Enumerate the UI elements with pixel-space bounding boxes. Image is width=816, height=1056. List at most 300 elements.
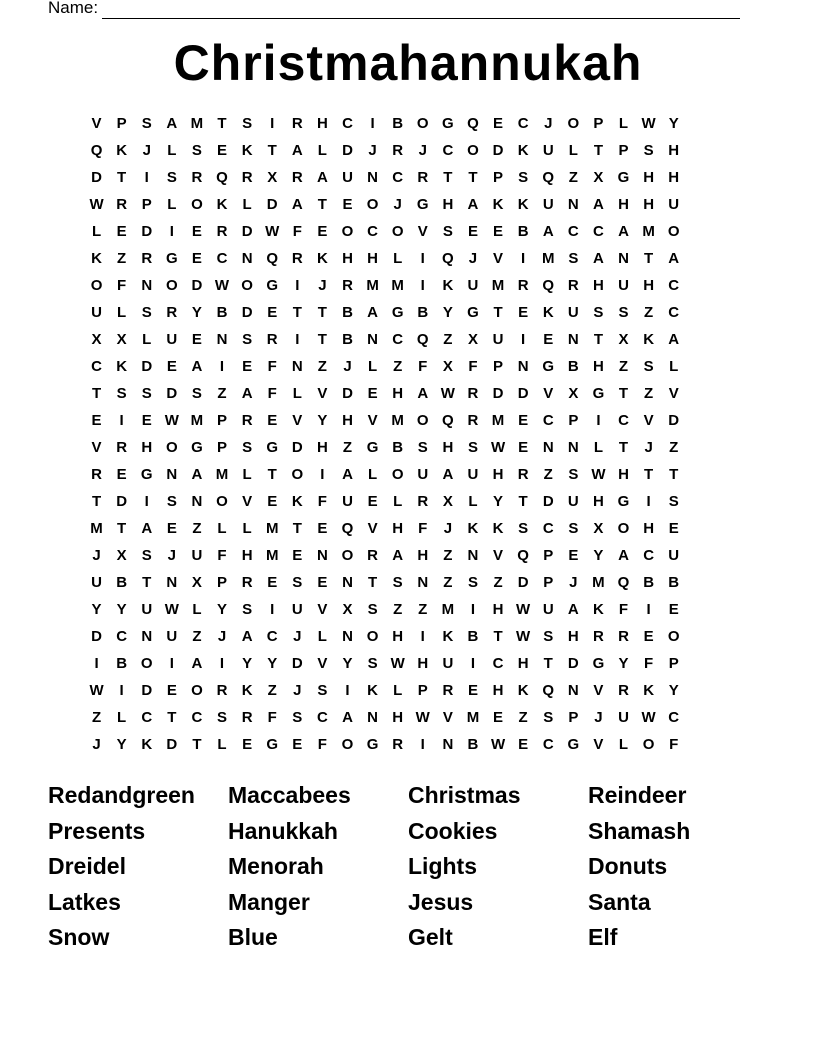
grid-cell: I — [470, 601, 476, 618]
grid-cell: Y — [217, 601, 228, 618]
grid-cell: D — [266, 196, 278, 213]
grid-cell: W — [415, 709, 430, 726]
grid-cell: U — [291, 601, 303, 618]
grid-cell: O — [467, 142, 479, 159]
grid-cell: P — [543, 574, 554, 591]
grid-cell: R — [593, 628, 604, 645]
grid-cell: R — [442, 682, 454, 699]
grid-cell: V — [292, 412, 303, 429]
grid-cell: O — [165, 439, 178, 456]
grid-cell: Z — [217, 385, 227, 402]
grid-row — [84, 572, 686, 599]
grid-cell: Z — [644, 304, 654, 321]
grid-cell: E — [568, 547, 579, 564]
grid-cell: G — [467, 304, 479, 321]
grid-cell: F — [468, 358, 478, 375]
grid-cell: U — [166, 628, 178, 645]
grid-cell: E — [493, 223, 504, 240]
grid-cell: R — [216, 223, 228, 240]
grid-cell: T — [644, 250, 654, 267]
grid-cell: D — [241, 304, 253, 321]
grid-cell: P — [493, 358, 504, 375]
grid-cell: A — [417, 385, 429, 402]
grid-cell: O — [216, 493, 228, 510]
grid-cell: K — [492, 520, 504, 537]
grid-cell: C — [216, 250, 228, 267]
grid-cell: K — [367, 682, 378, 699]
grid-cell: S — [191, 142, 202, 159]
grid-cell: E — [467, 223, 478, 240]
grid-cell: N — [417, 574, 429, 591]
grid-cell: V — [543, 385, 554, 402]
grid-cell: R — [116, 439, 128, 456]
grid-cell: O — [165, 277, 178, 294]
grid-cell: J — [644, 439, 653, 456]
grid-cell: U — [542, 142, 554, 159]
grid-cell: U — [91, 574, 102, 591]
grid-cell: N — [517, 358, 529, 375]
grid-cell: T — [117, 169, 127, 186]
grid-cell: E — [166, 358, 177, 375]
grid-cell: L — [593, 439, 603, 456]
grid-cell: E — [643, 628, 654, 645]
grid-cell: G — [542, 358, 555, 375]
grid-cell: D — [141, 358, 153, 375]
word-list-item: Lights — [408, 853, 477, 880]
grid-cell: T — [493, 628, 503, 645]
grid-cell: C — [593, 223, 604, 240]
grid-cell: F — [418, 358, 428, 375]
grid-cell: C — [668, 277, 680, 294]
grid-cell: W — [490, 736, 506, 753]
grid-cell: U — [668, 196, 680, 213]
grid-cell: O — [667, 628, 680, 645]
grid-cell: U — [417, 466, 429, 483]
grid-cell: B — [517, 223, 529, 240]
grid-cell: C — [392, 331, 404, 348]
grid-cell: X — [467, 331, 478, 348]
grid-cell: N — [141, 628, 153, 645]
grid-cell: J — [393, 196, 402, 213]
grid-cell: A — [342, 709, 353, 726]
grid-cell: G — [366, 439, 379, 456]
grid-cell: M — [466, 709, 480, 726]
grid-cell: C — [517, 115, 529, 132]
grid-cell: H — [492, 466, 504, 483]
grid-row — [84, 275, 686, 302]
grid-cell: V — [643, 412, 654, 429]
grid-cell: W — [440, 385, 455, 402]
grid-cell: Y — [618, 655, 629, 672]
word-list-item: Christmas — [408, 782, 521, 808]
grid-row — [84, 410, 686, 437]
grid-cell: X — [568, 385, 579, 402]
grid-cell: R — [467, 412, 479, 429]
grid-cell: N — [342, 574, 353, 591]
grid-cell: H — [417, 655, 429, 672]
grid-cell: A — [593, 196, 604, 213]
word-list-item: Reindeer — [588, 782, 687, 808]
grid-cell: S — [467, 574, 478, 591]
grid-cell: L — [192, 601, 202, 618]
grid-cell: E — [543, 331, 554, 348]
grid-cell: E — [668, 520, 679, 537]
grid-cell: U — [542, 601, 554, 618]
grid-cell: F — [317, 493, 327, 510]
grid-cell: C — [618, 412, 629, 429]
grid-cell: S — [467, 439, 478, 456]
grid-cell: T — [91, 493, 102, 510]
grid-row — [84, 599, 686, 626]
grid-cell: N — [141, 277, 153, 294]
grid-row — [84, 464, 686, 491]
grid-cell: T — [317, 304, 327, 321]
grid-cell: T — [618, 385, 629, 402]
grid-cell: S — [141, 115, 152, 132]
grid-cell: S — [518, 169, 529, 186]
grid-row — [84, 140, 686, 167]
grid-cell: G — [391, 304, 404, 321]
grid-cell: H — [593, 277, 604, 294]
grid-cell: N — [291, 358, 303, 375]
grid-cell: H — [618, 196, 629, 213]
grid-cell: O — [90, 277, 103, 294]
grid-cell: H — [141, 439, 153, 456]
grid-cell: C — [191, 709, 203, 726]
grid-cell: S — [593, 304, 604, 321]
grid-cell: Q — [542, 277, 555, 294]
grid-cell: Y — [191, 304, 202, 321]
grid-cell: B — [567, 358, 579, 375]
grid-cell: U — [166, 331, 178, 348]
name-label: Name: — [48, 0, 99, 17]
grid-cell: Z — [518, 709, 528, 726]
grid-cell: N — [567, 331, 579, 348]
grid-cell: I — [295, 331, 300, 348]
grid-cell: U — [191, 547, 203, 564]
grid-cell: K — [241, 142, 253, 159]
name-field — [48, 0, 740, 19]
grid-cell: Z — [543, 466, 553, 483]
grid-cell: R — [417, 169, 429, 186]
grid-cell: R — [141, 250, 153, 267]
grid-cell: M — [215, 466, 229, 483]
grid-cell: Q — [216, 169, 228, 186]
word-list-item: Manger — [228, 888, 310, 915]
grid-cell: S — [292, 709, 303, 726]
grid-cell: H — [316, 115, 328, 132]
grid-cell: T — [669, 466, 679, 483]
grid-cell: A — [442, 466, 454, 483]
grid-cell: S — [116, 385, 127, 402]
grid-cell: V — [442, 709, 453, 726]
grid-cell: J — [569, 574, 578, 591]
grid-cell: T — [292, 520, 302, 537]
grid-cell: E — [242, 736, 253, 753]
grid-cell: G — [567, 736, 580, 753]
grid-cell: O — [140, 655, 153, 672]
grid-cell: Y — [317, 412, 328, 429]
grid-cell: O — [291, 466, 304, 483]
grid-cell: V — [417, 223, 428, 240]
grid-cell: P — [568, 709, 579, 726]
grid-cell: U — [467, 466, 479, 483]
grid-cell: I — [144, 169, 149, 186]
grid-cell: J — [293, 628, 302, 645]
grid-cell: S — [141, 385, 152, 402]
grid-cell: A — [316, 169, 328, 186]
grid-row — [84, 653, 686, 680]
grid-cell: N — [618, 250, 629, 267]
grid-row — [84, 356, 686, 383]
grid-cell: T — [543, 655, 553, 672]
grid-cell: X — [116, 547, 127, 564]
grid-cell: H — [668, 169, 680, 186]
grid-cell: Z — [342, 439, 353, 456]
grid-cell: F — [418, 520, 428, 537]
grid-cell: F — [292, 223, 302, 240]
grid-cell: L — [367, 358, 378, 375]
grid-cell: E — [292, 736, 303, 753]
grid-cell: A — [291, 142, 303, 159]
grid-cell: Z — [568, 169, 578, 186]
grid-cell: R — [291, 115, 303, 132]
grid-cell: F — [317, 736, 327, 753]
grid-cell: R — [91, 466, 102, 483]
grid-cell: O — [391, 466, 404, 483]
grid-cell: R — [216, 682, 228, 699]
grid-cell: Z — [267, 682, 277, 699]
grid-cell: H — [392, 520, 404, 537]
grid-cell: I — [94, 655, 99, 672]
grid-cell: V — [91, 439, 102, 456]
grid-cell: Q — [341, 520, 354, 537]
grid-cell: R — [241, 412, 253, 429]
grid-cell: K — [542, 304, 554, 321]
grid-cell: V — [91, 115, 102, 132]
word-list — [48, 780, 768, 958]
grid-cell: Y — [593, 547, 604, 564]
grid-cell: A — [241, 385, 253, 402]
grid-cell: L — [393, 682, 403, 699]
grid-cell: A — [467, 196, 479, 213]
grid-cell: S — [292, 574, 303, 591]
grid-cell: I — [169, 223, 174, 240]
grid-cell: C — [266, 628, 278, 645]
grid-cell: V — [317, 655, 328, 672]
grid-cell: O — [241, 277, 253, 294]
grid-cell: B — [392, 115, 404, 132]
grid-cell: E — [317, 574, 328, 591]
grid-cell: H — [442, 439, 454, 456]
grid-cell: S — [166, 169, 177, 186]
grid-cell: X — [191, 574, 202, 591]
grid-cell: R — [342, 277, 353, 294]
grid-cell: Z — [192, 520, 202, 537]
grid-cell: T — [468, 169, 478, 186]
word-list-item: Menorah — [228, 853, 324, 880]
grid-cell: E — [166, 520, 177, 537]
grid-cell: O — [341, 547, 354, 564]
grid-cell: H — [517, 655, 529, 672]
grid-cell: D — [291, 439, 303, 456]
grid-cell: Y — [267, 655, 278, 672]
grid-cell: Q — [617, 574, 630, 591]
grid-cell: L — [142, 331, 152, 348]
grid-cell: J — [544, 115, 553, 132]
grid-cell: B — [216, 304, 228, 321]
grid-cell: K — [316, 250, 328, 267]
grid-cell: S — [217, 709, 228, 726]
grid-cell: C — [141, 709, 153, 726]
grid-cell: H — [392, 385, 404, 402]
grid-cell: T — [367, 574, 378, 591]
grid-cell: C — [668, 304, 680, 321]
grid-cell: Q — [442, 250, 454, 267]
grid-cell: S — [568, 250, 579, 267]
grid-cell: R — [567, 277, 579, 294]
grid-cell: A — [668, 331, 680, 348]
grid-cell: K — [116, 142, 128, 159]
grid-cell: X — [342, 601, 353, 618]
grid-cell: Y — [242, 655, 253, 672]
grid-row — [84, 734, 686, 761]
grid-row — [84, 680, 686, 707]
grid-cell: B — [116, 574, 128, 591]
grid-cell: A — [567, 601, 579, 618]
word-list-item: Redandgreen — [48, 782, 195, 808]
grid-cell: L — [669, 358, 679, 375]
grid-cell: Z — [644, 385, 654, 402]
grid-cell: E — [191, 223, 202, 240]
grid-cell: K — [216, 196, 228, 213]
grid-cell: J — [142, 142, 151, 159]
grid-cell: R — [618, 628, 629, 645]
grid-cell: O — [191, 196, 203, 213]
grid-cell: F — [669, 736, 679, 753]
grid-cell: K — [116, 358, 128, 375]
grid-cell: Q — [517, 547, 529, 564]
grid-cell: U — [542, 196, 554, 213]
grid-cell: W — [164, 412, 179, 429]
grid-cell: O — [416, 412, 429, 429]
grid-cell: U — [668, 547, 680, 564]
grid-cell: I — [470, 655, 476, 672]
grid-cell: Z — [443, 331, 453, 348]
word-list-item: Cookies — [408, 817, 498, 844]
grid-cell: L — [217, 520, 227, 537]
grid-cell: E — [367, 493, 378, 510]
grid-cell: Y — [668, 682, 679, 699]
grid-cell: R — [191, 169, 203, 186]
grid-cell: U — [467, 277, 479, 294]
grid-row — [84, 518, 686, 545]
grid-cell: S — [367, 655, 378, 672]
grid-cell: H — [417, 547, 429, 564]
grid-cell: N — [191, 493, 203, 510]
grid-cell: E — [668, 601, 679, 618]
grid-cell: L — [317, 142, 327, 159]
grid-cell: N — [567, 682, 579, 699]
grid-cell: T — [167, 709, 177, 726]
grid-cell: J — [92, 736, 101, 753]
grid-cell: R — [116, 196, 128, 213]
grid-cell: U — [567, 493, 579, 510]
grid-cell: H — [342, 250, 353, 267]
word-list-item: Hanukkah — [228, 817, 338, 844]
grid-cell: U — [618, 709, 629, 726]
grid-cell: E — [317, 520, 328, 537]
grid-cell: A — [342, 466, 353, 483]
grid-cell: J — [368, 142, 377, 159]
word-list-item: Maccabees — [228, 782, 351, 808]
grid-cell: N — [166, 574, 178, 591]
grid-cell: Z — [192, 628, 202, 645]
grid-cell: F — [644, 655, 654, 672]
grid-cell: R — [166, 304, 178, 321]
grid-cell: S — [518, 520, 529, 537]
grid-cell: R — [241, 709, 253, 726]
grid-cell: L — [91, 223, 102, 240]
grid-cell: A — [618, 223, 629, 240]
grid-cell: N — [567, 439, 579, 456]
grid-cell: F — [618, 601, 629, 618]
grid-cell: Z — [493, 574, 503, 591]
grid-cell: W — [390, 655, 405, 672]
grid-cell: Q — [90, 142, 103, 159]
grid-cell: D — [166, 736, 178, 753]
grid-cell: N — [367, 331, 378, 348]
grid-cell: E — [242, 358, 253, 375]
grid-cell: S — [317, 682, 328, 699]
grid-cell: A — [166, 115, 178, 132]
grid-row — [84, 329, 686, 356]
grid-row — [84, 491, 686, 518]
grid-cell: G — [266, 736, 279, 753]
grid-cell: P — [217, 412, 228, 429]
grid-cell: A — [593, 250, 604, 267]
grid-cell: T — [267, 142, 277, 159]
grid-cell: I — [646, 601, 651, 618]
grid-cell: D — [241, 223, 253, 240]
grid-cell: D — [116, 493, 128, 510]
grid-cell: I — [270, 601, 275, 618]
grid-cell: C — [316, 709, 328, 726]
grid-cell: J — [92, 547, 101, 564]
grid-cell: R — [291, 250, 303, 267]
grid-cell: A — [367, 304, 378, 321]
grid-cell: C — [367, 223, 378, 240]
grid-cell: C — [91, 358, 102, 375]
grid-cell: I — [345, 682, 350, 699]
grid-cell: E — [367, 385, 378, 402]
grid-cell: I — [596, 412, 601, 429]
grid-cell: L — [618, 115, 629, 132]
grid-cell: C — [442, 142, 454, 159]
grid-cell: E — [217, 142, 228, 159]
grid-cell: S — [543, 709, 554, 726]
grid-cell: X — [618, 331, 629, 348]
grid-cell: Y — [91, 601, 102, 618]
grid-cell: M — [265, 520, 279, 537]
grid-cell: Y — [342, 655, 353, 672]
grid-cell: X — [593, 169, 604, 186]
grid-cell: C — [392, 169, 404, 186]
grid-cell: I — [219, 358, 225, 375]
grid-cell: G — [617, 169, 630, 186]
grid-cell: D — [517, 385, 529, 402]
grid-cell: K — [593, 601, 604, 618]
